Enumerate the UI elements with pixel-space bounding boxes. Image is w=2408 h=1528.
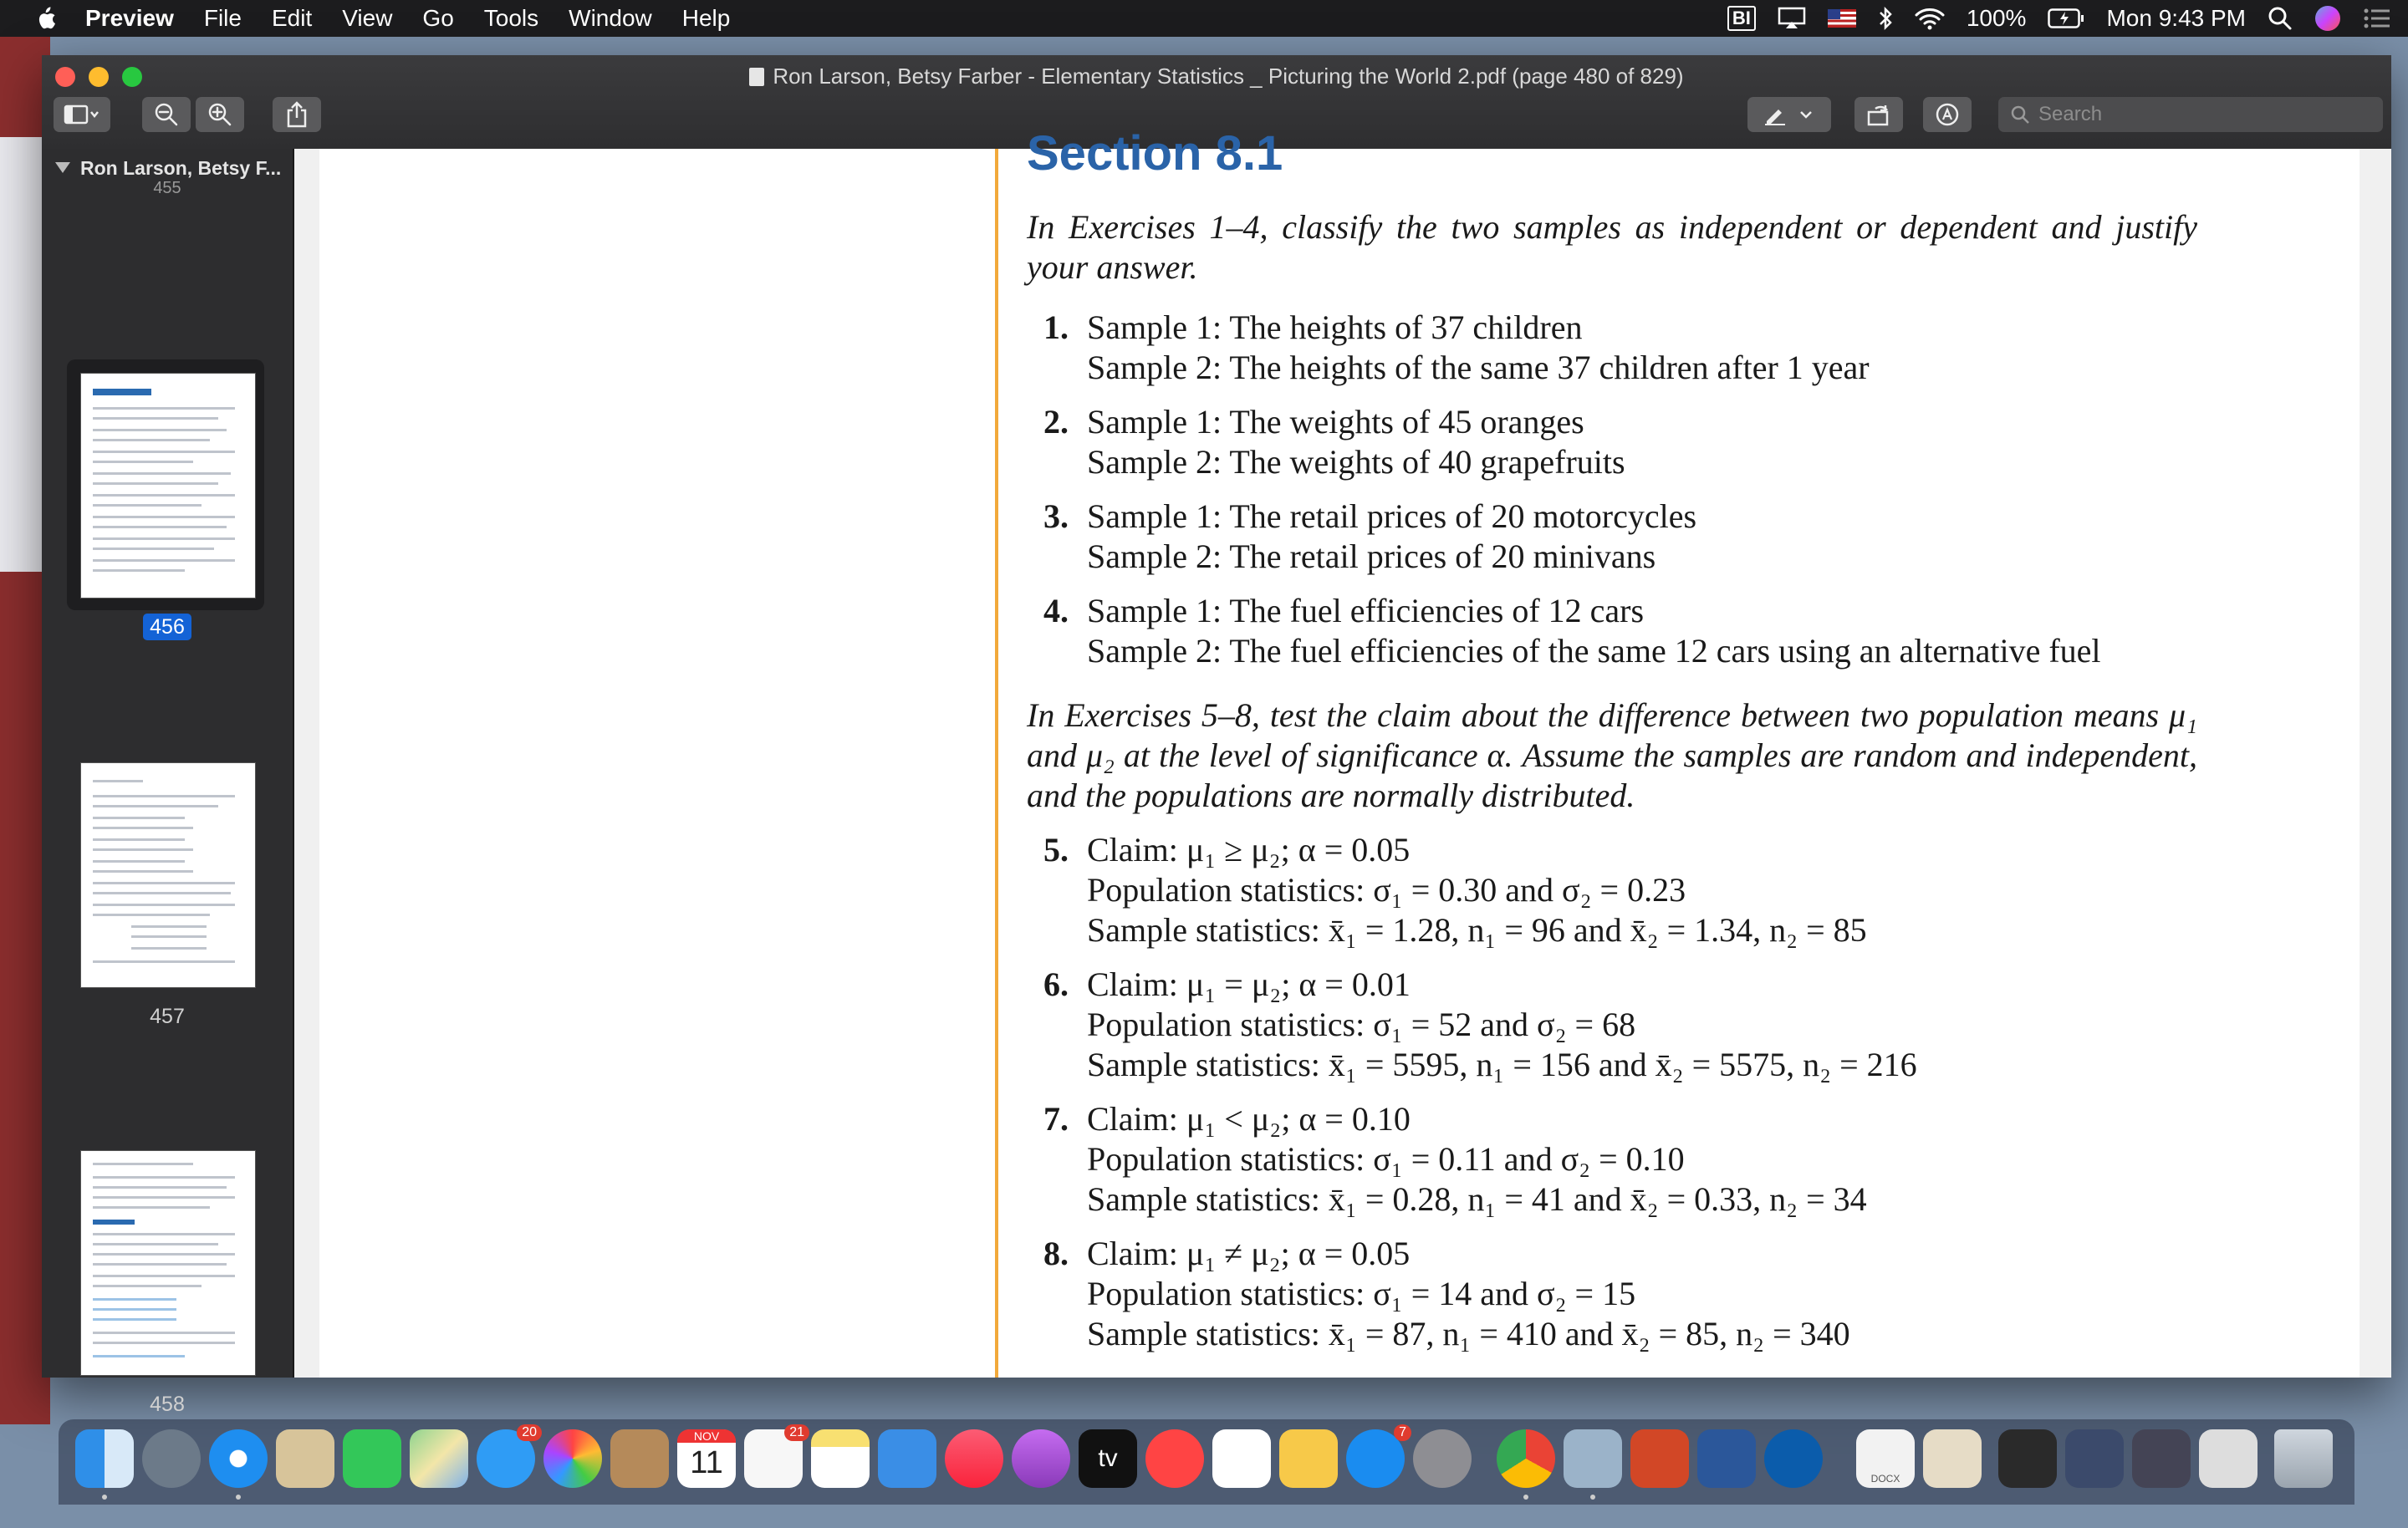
- pages-icon[interactable]: [1279, 1429, 1338, 1488]
- page-margin-rule: [995, 149, 998, 1378]
- pen-icon: [1763, 103, 1797, 126]
- mail-icon[interactable]: [276, 1429, 334, 1488]
- thumbnail-sidebar: [42, 149, 294, 1416]
- notes-icon[interactable]: [811, 1429, 870, 1488]
- disclosure-triangle-icon[interactable]: [55, 162, 70, 173]
- pdf-document-icon: [749, 68, 764, 86]
- exercise-5: 5. Claim: μ₁ ≥ μ₂; α = 0.05 Population statistics: σ₁ = 0.30 and σ₂ = 0.23 Sample statistics: x̄₁ = 1.28, n₁ = 96 and x̄₂ = 1.34, n₂ = 85: [1043, 831, 1867, 949]
- share-button[interactable]: [273, 97, 321, 132]
- page-number-458[interactable]: 458: [150, 1393, 185, 1416]
- partial-page-label: 455: [153, 179, 181, 197]
- system-preferences-icon[interactable]: [1413, 1429, 1472, 1488]
- page-number-456[interactable]: 456: [42, 615, 293, 639]
- battery-percent[interactable]: 100%: [1966, 5, 2027, 31]
- us-flag-icon[interactable]: [1828, 9, 1856, 28]
- exercise-1: 1. Sample 1: The heights of 37 children Sample 2: The heights of the same 37 children after 1 year: [1043, 308, 1870, 386]
- menu-bar: [0, 0, 2408, 37]
- webex-icon[interactable]: [1764, 1429, 1823, 1488]
- zoom-in-icon: [207, 102, 232, 127]
- reminders-icon[interactable]: [744, 1425, 804, 1488]
- markup-icon: [1935, 102, 1960, 127]
- siri-icon[interactable]: [2314, 5, 2341, 32]
- menu-app-name[interactable]: Preview: [85, 5, 174, 31]
- preview-icon[interactable]: [1564, 1429, 1622, 1488]
- search-input[interactable]: [2037, 102, 2358, 127]
- instructions-1-4: In Exercises 1–4, classify the two samples as independent or dependent and justify your answer.: [1027, 208, 2197, 286]
- docx-file-icon[interactable]: DOCX: [1856, 1429, 1915, 1488]
- menu-file[interactable]: File: [203, 5, 242, 31]
- pdf-content-area[interactable]: [294, 126, 2391, 1378]
- page-thumbnail[interactable]: [80, 1150, 256, 1376]
- menu-tools[interactable]: Tools: [483, 5, 539, 31]
- keyboard-viewer-icon[interactable]: [2199, 1429, 2258, 1488]
- facetime-icon[interactable]: [343, 1429, 401, 1488]
- menu-view[interactable]: View: [342, 5, 393, 31]
- apple-icon[interactable]: [33, 6, 57, 31]
- share-icon: [285, 101, 309, 128]
- markup-toolbar-button[interactable]: [1747, 97, 1831, 132]
- maps-icon[interactable]: [410, 1429, 468, 1488]
- screenshot-icon[interactable]: [2065, 1429, 2124, 1488]
- rotate-icon: [1865, 102, 1892, 127]
- battery-icon[interactable]: [2048, 8, 2084, 28]
- contacts-icon[interactable]: [610, 1429, 669, 1488]
- dock: [59, 1419, 2354, 1505]
- airplay-icon[interactable]: [1778, 7, 1806, 30]
- messages-badge: 20: [517, 1424, 542, 1441]
- sidebar-document-header[interactable]: [55, 157, 281, 180]
- exercise-7: 7. Claim: μ₁ < μ₂; α = 0.10 Population statistics: σ₁ = 0.11 and σ₂ = 0.10 Sample statistics: x̄₁ = 0.28, n₁ = 41 and x̄₂ = 0.33, n₂ = 34: [1043, 1100, 1867, 1218]
- podcasts-icon[interactable]: [1012, 1429, 1070, 1488]
- apple-tv-icon[interactable]: tv: [1079, 1429, 1137, 1488]
- markup-button[interactable]: [1923, 97, 1972, 132]
- bluetooth-icon[interactable]: [1878, 6, 1893, 31]
- keynote-icon[interactable]: [878, 1429, 936, 1488]
- page-thumbnail[interactable]: [80, 373, 256, 598]
- window-title-text: Ron Larson, Betsy Farber - Elementary Statistics _ Picturing the World 2.pdf (page 480 of 829): [773, 64, 1684, 89]
- preview-window: [42, 55, 2391, 1416]
- search-icon: [2010, 104, 2030, 125]
- recent-window-icon[interactable]: [1998, 1429, 2057, 1488]
- finder-icon[interactable]: [75, 1429, 134, 1488]
- notification-center-icon[interactable]: [2363, 7, 2391, 30]
- search-field[interactable]: [1998, 97, 2383, 132]
- exercise-3: 3. Sample 1: The retail prices of 20 motorcycles Sample 2: The retail prices of 20 minivans: [1043, 497, 1697, 575]
- exercise-6: 6. Claim: μ₁ = μ₂; α = 0.01 Population statistics: σ₁ = 52 and σ₂ = 68 Sample statistics: x̄₁ = 5595, n₁ = 156 and x̄₂ = 5575, n₂ = 216: [1043, 965, 1917, 1083]
- news-icon[interactable]: [1145, 1429, 1204, 1488]
- document-stack-icon[interactable]: [1923, 1429, 1982, 1488]
- photos-icon[interactable]: [543, 1429, 602, 1488]
- numbers-icon[interactable]: [1212, 1429, 1271, 1488]
- app-switcher-icon[interactable]: [2132, 1429, 2191, 1488]
- sidebar-icon: [64, 104, 100, 125]
- word-icon[interactable]: [1697, 1429, 1756, 1488]
- safari-icon[interactable]: [209, 1429, 268, 1488]
- sidebar-document-name: Ron Larson, Betsy F...: [80, 157, 282, 179]
- trash-icon[interactable]: [2274, 1429, 2333, 1488]
- messages-icon[interactable]: [477, 1425, 537, 1488]
- clock[interactable]: Mon 9:43 PM: [2106, 5, 2246, 31]
- reminders-badge: 21: [784, 1424, 809, 1441]
- rotate-button[interactable]: [1854, 97, 1903, 132]
- app-store-badge: 7: [1394, 1424, 1411, 1441]
- music-icon[interactable]: [945, 1429, 1003, 1488]
- wifi-icon[interactable]: [1915, 7, 1945, 30]
- page-thumbnail[interactable]: [80, 762, 256, 988]
- app-store-icon[interactable]: [1346, 1425, 1406, 1488]
- page-number-457[interactable]: 457: [150, 1005, 185, 1028]
- powerpoint-icon[interactable]: [1630, 1429, 1689, 1488]
- menu-help[interactable]: Help: [681, 5, 731, 31]
- exercise-2: 2. Sample 1: The weights of 45 oranges Sample 2: The weights of 40 grapefruits: [1043, 403, 1625, 481]
- menu-window[interactable]: Window: [569, 5, 652, 31]
- input-source-badge[interactable]: BI: [1727, 6, 1756, 31]
- zoom-in-button[interactable]: [196, 97, 244, 132]
- section-title: Section 8.1: [1027, 126, 1283, 181]
- sidebar-toggle-button[interactable]: [54, 97, 110, 132]
- window-title: [42, 62, 2391, 90]
- zoom-out-button[interactable]: [142, 97, 191, 132]
- launchpad-icon[interactable]: [142, 1429, 201, 1488]
- calendar-icon[interactable]: NOV 11: [677, 1429, 736, 1488]
- chevron-down-icon: [1797, 105, 1815, 124]
- chrome-icon[interactable]: [1497, 1429, 1555, 1488]
- zoom-out-icon: [154, 102, 179, 127]
- exercise-4: 4. Sample 1: The fuel efficiencies of 12 cars Sample 2: The fuel efficiencies of the same 12 cars using an alternative fuel: [1043, 592, 2101, 670]
- spotlight-icon[interactable]: [2268, 6, 2293, 31]
- exercise-8: 8. Claim: μ₁ ≠ μ₂; α = 0.05 Population statistics: σ₁ = 14 and σ₂ = 15 Sample statistics: x̄₁ = 87, n₁ = 410 and x̄₂ = 85, n₂ = 340: [1043, 1235, 1850, 1352]
- menu-go[interactable]: Go: [422, 5, 454, 31]
- instructions-5-8: In Exercises 5–8, test the claim about the difference between two population means μ₁ and μ₂ at the level of significance α. Assume the samples are random and independent, and the populations are normally distributed.: [1027, 696, 2197, 814]
- menu-edit[interactable]: Edit: [271, 5, 313, 31]
